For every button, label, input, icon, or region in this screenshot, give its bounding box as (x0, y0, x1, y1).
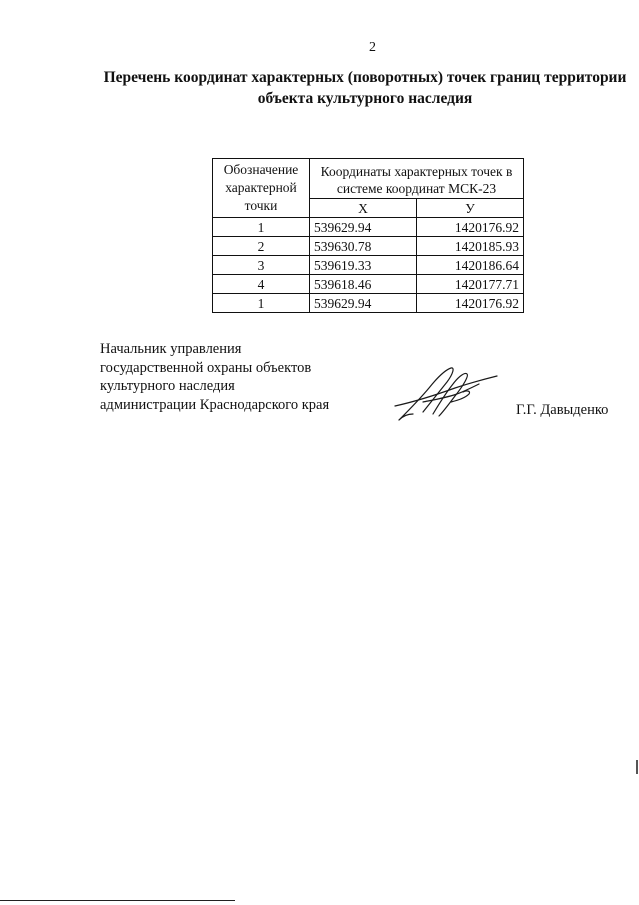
table-row (213, 218, 524, 237)
cell-x: 539619.33 (310, 256, 417, 275)
cell-y: 1420176.92 (417, 218, 524, 237)
edge-scan-mark (636, 760, 638, 774)
cell-point: 1 (213, 218, 310, 237)
cell-y: 1420176.92 (417, 294, 524, 313)
table-row (213, 275, 524, 294)
cell-x: 539629.94 (310, 218, 417, 237)
cell-point: 3 (213, 256, 310, 275)
table-row (213, 294, 524, 313)
title-line-1: Перечень координат характерных (поворотных) точек границ территории (103, 69, 627, 86)
title-line-2: объекта культурного наследия (257, 90, 473, 107)
position-line: культурного наследия (100, 378, 235, 394)
handwritten-signature (393, 362, 503, 424)
cell-point: 2 (213, 237, 310, 256)
position-line: администрации Краснодарского края (100, 396, 330, 413)
cell-x: 539629.94 (310, 294, 417, 313)
cell-y: 1420186.64 (417, 256, 524, 275)
page-number: 2 (369, 40, 376, 55)
position-line: государственной охраны объектов (100, 359, 312, 376)
table-header-row (213, 159, 524, 199)
header-y: У (417, 199, 524, 218)
header-coordinates: Координаты характерных точек в системе координат МСК-23 (310, 159, 524, 199)
cell-x: 539630.78 (310, 237, 417, 256)
table-row (213, 237, 524, 256)
signer-name: Г.Г. Давыденко (516, 402, 609, 418)
signatory-position (100, 340, 329, 414)
table-row (213, 256, 524, 275)
footer-divider (0, 900, 235, 901)
header-x: X (310, 199, 417, 218)
header-point-designation: Обозначение характерной точки (213, 159, 310, 218)
document-title (100, 67, 630, 109)
cell-y: 1420185.93 (417, 237, 524, 256)
position-line: Начальник управления (100, 341, 242, 357)
coordinates-table (212, 158, 524, 313)
cell-point: 4 (213, 275, 310, 294)
cell-point: 1 (213, 294, 310, 313)
cell-y: 1420177.71 (417, 275, 524, 294)
cell-x: 539618.46 (310, 275, 417, 294)
